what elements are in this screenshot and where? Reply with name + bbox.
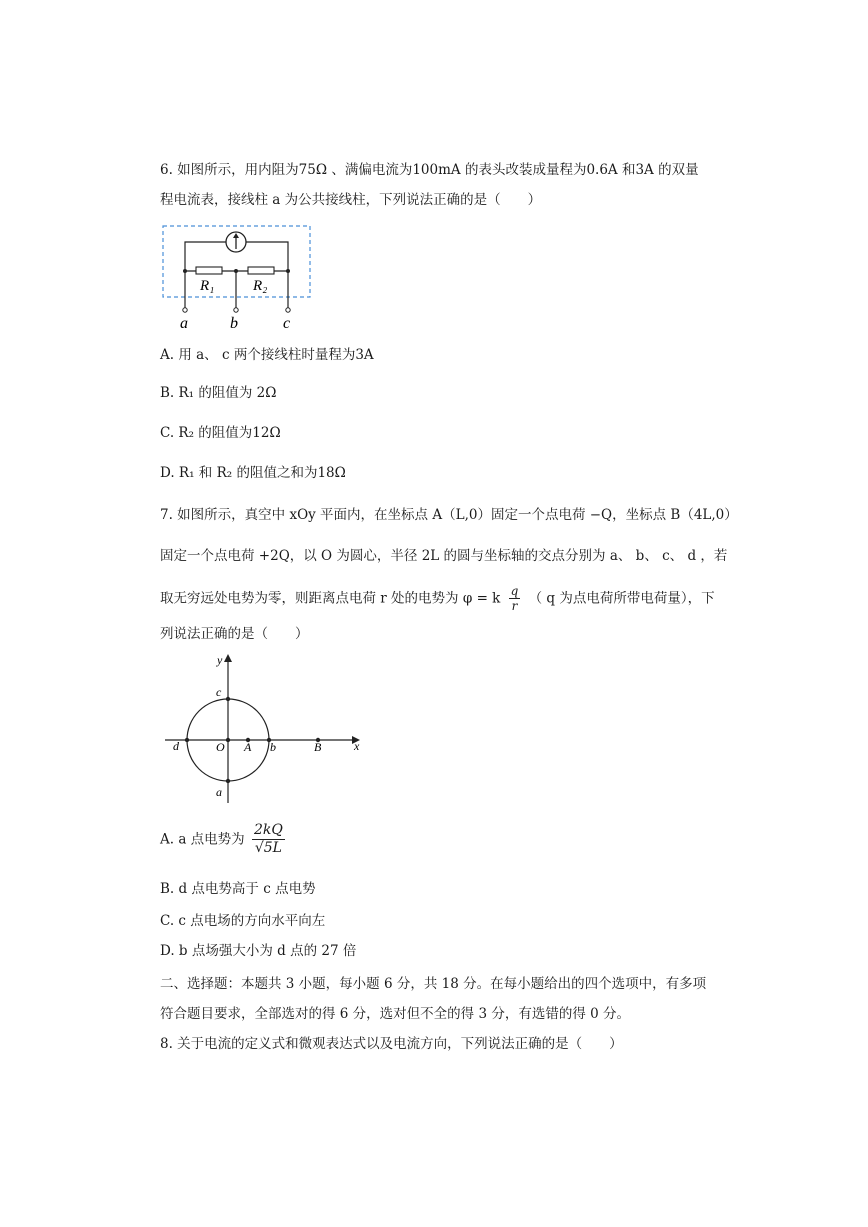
q7-stem-line4: 列说法正确的是（ ） [160,626,309,642]
fraction-numerator: q [510,584,519,598]
fraction-denominator: r [511,599,518,613]
q6-stem-line1: 6. 如图所示，用内阻为75Ω 、满偏电流为100mA 的表头改装成量程为0.6A 和3A 的双量 [160,162,699,178]
q6-stem-line2: 程电流表，接线柱 a 为公共接线柱，下列说法正确的是（ ） [160,192,542,208]
q7-label-b: b [270,740,276,754]
q6-label-b: b [230,315,238,332]
q7-stem-line3 [160,584,715,620]
q6-label-c: c [283,315,291,332]
q6-circuit-figure [160,222,315,334]
q6-label-r1: R₁ [200,278,215,294]
q7-label-x: x [354,739,360,753]
q7-label-point-a: A [244,740,252,754]
fraction-numerator: 2kQ [253,822,283,838]
q7-label-o: O [216,740,225,754]
q7-option-c: C. c 点电场的方向水平向左 [160,913,326,929]
potential-fraction [509,584,521,613]
q7-label-d: d [173,739,179,753]
q8-stem: 8. 关于电流的定义式和微观表达式以及电流方向，下列说法正确的是（ ） [160,1036,623,1052]
q7-label-c: c [216,685,222,699]
q6-option-a: A. 用 a、 c 两个接线柱时量程为3A [160,347,374,363]
q7-coordinate-figure [160,650,370,810]
q7-option-d: D. b 点场强大小为 d 点的 27 倍 [160,943,357,959]
q7-stem-line2: 固定一个点电荷 +2Q，以 O 为圆心，半径 2L 的圆与坐标轴的交点分别为 a、 b、 c、 d ，若 [160,548,728,564]
q7-stem-line3-pre: 取无穷远处电势为零，则距离点电荷 r 处的电势为 φ = k [160,590,501,607]
q6-label-a: a [180,315,188,332]
q7-option-a [160,822,285,866]
section2-line1: 二、选择题：本题共 3 小题，每小题 6 分，共 18 分。在每小题给出的四个选项中，有多项 [160,976,707,992]
q6-option-b: B. R₁ 的阻值为 2Ω [160,385,277,401]
q6-option-d: D. R₁ 和 R₂ 的阻值之和为18Ω [160,465,346,481]
q7-label-a: a [216,785,222,799]
q7-option-b: B. d 点电势高于 c 点电势 [160,881,316,897]
section2-line2: 符合题目要求，全部选对的得 6 分，选对但不全的得 3 分，有选错的得 0 分。 [160,1006,631,1022]
q7-label-y: y [217,653,223,667]
q6-label-r2: R₂ [253,278,268,294]
q7-stem-line3-post: （ q 为点电荷所带电荷量），下 [528,590,715,607]
q6-option-c: C. R₂ 的阻值为12Ω [160,425,281,441]
q7-label-point-b: B [314,740,322,754]
fraction-denominator: √5L [254,840,282,856]
q7-option-a-pre: A. a 点电势为 [160,831,245,848]
option-a-fraction [252,822,285,857]
q7-stem-line1: 7. 如图所示，真空中 xOy 平面内，在坐标点 A（L,0）固定一个点电荷 −Q，坐标点 B（4L,0） [160,507,738,523]
